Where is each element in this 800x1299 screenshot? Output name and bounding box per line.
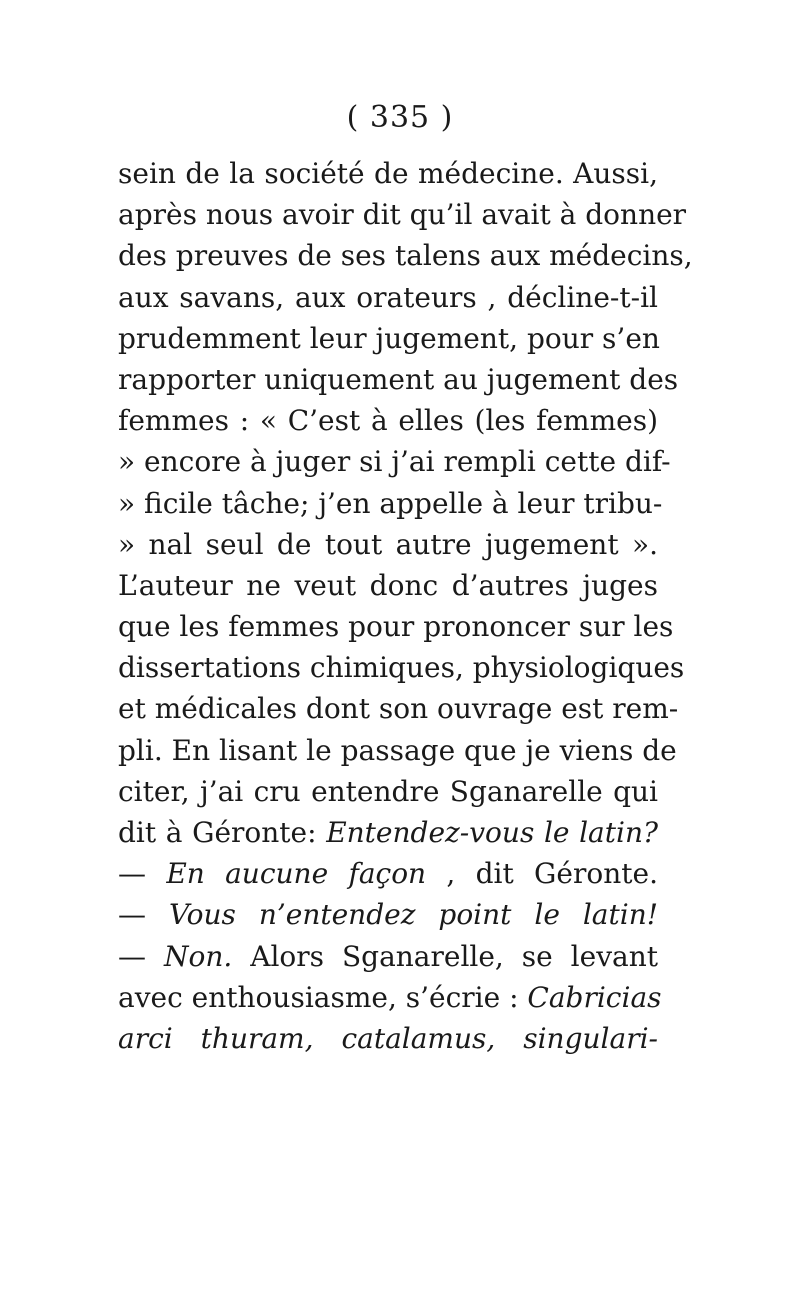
text-line: » ficile tâche; j’en appelle à leur tribu- [118, 486, 663, 520]
text-line [118, 853, 658, 894]
text-line: après nous avoir dit qu’il avait à donner [118, 198, 687, 232]
text-line: citer, j’ai cru entendre Sganarelle qui [118, 774, 658, 808]
italic-text: arci thuram, catalamus, singulari- [118, 1021, 658, 1055]
italic-text: Entendez-vous le latin? [326, 816, 659, 849]
dialogue-dash: — [118, 898, 169, 932]
text-line [118, 894, 658, 935]
text-line: » nal seul de tout autre jugement ». [118, 527, 658, 561]
text-line [118, 936, 658, 977]
roman-text: dit à Géronte: [118, 816, 327, 849]
text-line: dissertations chimiques, physiologiques [118, 651, 685, 685]
text-line: aux savans, aux orateurs , décline-t-il [118, 280, 658, 314]
text-line: » encore à juger si j’ai rempli cette dif- [118, 445, 671, 479]
text-line: L’auteur ne veut donc d’autres juges [118, 568, 658, 602]
text-line: femmes : « C’est à elles (les femmes) [118, 404, 658, 438]
text-line: prudemment leur jugement, pour s’en [118, 321, 660, 355]
italic-text: Vous n’entendez point le latin! [168, 898, 658, 932]
dialogue-dash: — [118, 939, 164, 973]
roman-text: avec enthousiasme, s’écrie : [118, 980, 528, 1014]
text-line: rapporter uniquement au jugement des [118, 362, 679, 396]
text-line: des preuves de ses talens aux médecins, [118, 239, 693, 273]
text-line [118, 977, 662, 1018]
italic-text: En aucune façon [166, 857, 427, 891]
page-number: ( 335 ) [346, 100, 454, 135]
roman-text: Alors Sganarelle, se levant [232, 939, 659, 973]
italic-text: Cabricias [527, 980, 662, 1014]
text-line [118, 1018, 658, 1059]
text-line: sein de la société de médecine. Aussi, [118, 157, 658, 190]
text-line: pli. En lisant le passage que je viens de [118, 733, 677, 767]
italic-text: Non. [163, 939, 233, 973]
text-line [118, 812, 658, 853]
dialogue-dash: — [118, 857, 167, 891]
body-text [118, 153, 693, 1059]
text-line: que les femmes pour prononcer sur les [118, 610, 674, 644]
text-line: et médicales dont son ouvrage est rem- [118, 692, 679, 726]
roman-text: , dit Géronte. [426, 857, 658, 891]
